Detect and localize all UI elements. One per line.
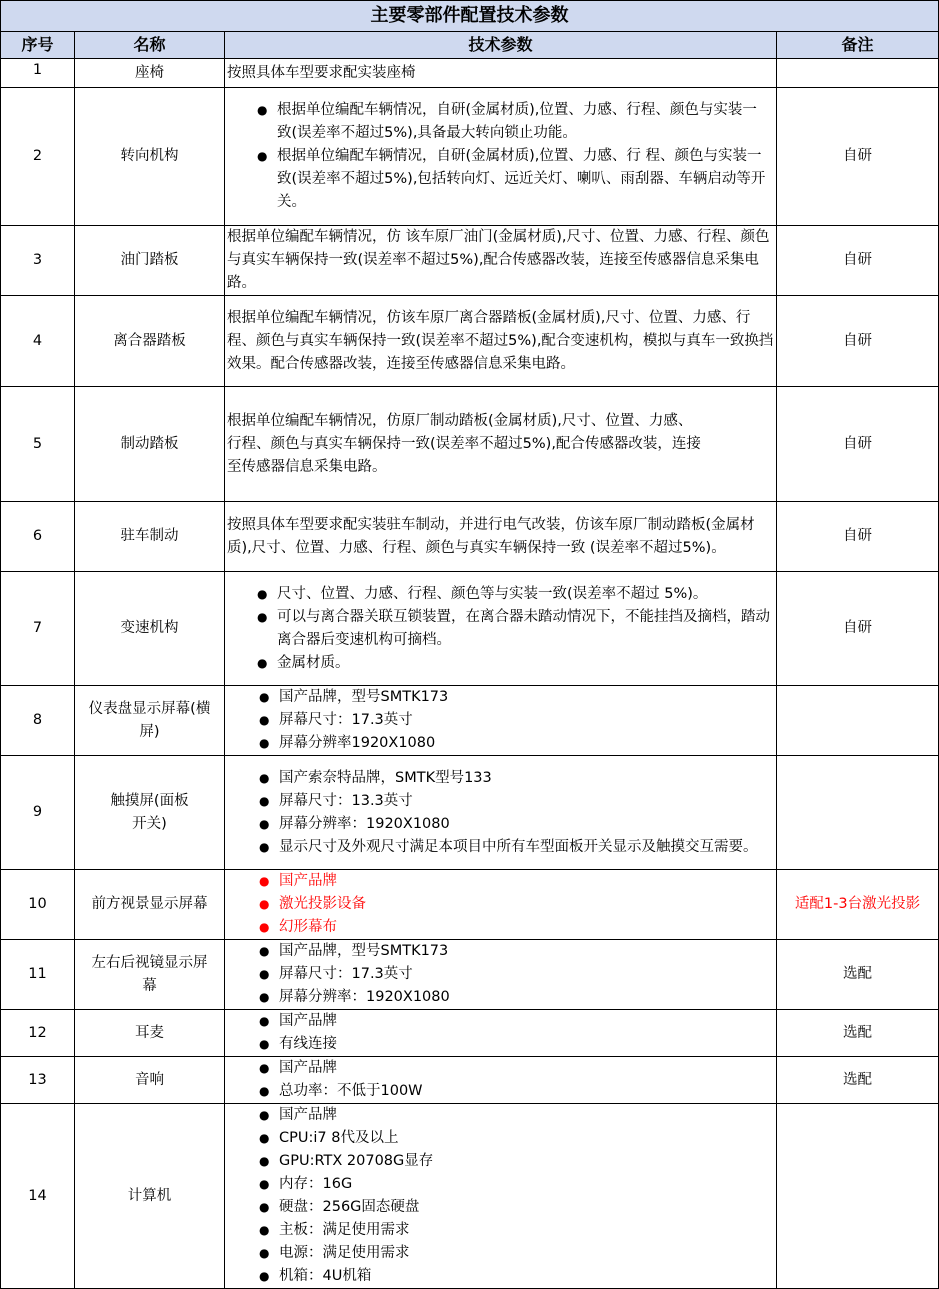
table-row bbox=[1, 387, 939, 502]
row-note: 选配 bbox=[777, 940, 939, 1010]
header-index: 序号 bbox=[1, 32, 75, 59]
row-index: 1 bbox=[1, 59, 75, 88]
row-spec bbox=[225, 940, 777, 1010]
row-index: 3 bbox=[1, 226, 75, 296]
row-name: 离合器踏板 bbox=[75, 296, 225, 387]
row-name: 仪表盘显示屏幕(横屏) bbox=[75, 686, 225, 756]
spec-bullet: ● 显示尺寸及外观尺寸满足本项目中所有车型面板开关显示及触摸交互需要。 bbox=[259, 836, 770, 859]
table-row bbox=[1, 686, 939, 756]
table-row bbox=[1, 870, 939, 940]
spec-bullet: ● 电源：满足使用需求 bbox=[259, 1242, 774, 1265]
spec-bullet: ● 根据单位编配车辆情况，自研(金属材质),位置、力感、行程、颜色与实装一致(误差率不超过5%),具备最大转向锁止功能。 bbox=[257, 99, 770, 145]
table-row bbox=[1, 226, 939, 296]
row-spec: 根据单位编配车辆情况，仿该车原厂离合器踏板(金属材质),尺寸、位置、力感、行程、颜色与真实车辆保持一致(误差率不超过5%),配合变速机构，模拟与真车一致换挡效果。配合传感器改装，连接至传感器信息采集电路。 bbox=[225, 296, 777, 387]
spec-bullet: ● 金属材质。 bbox=[257, 652, 770, 675]
row-note bbox=[777, 756, 939, 870]
row-name: 座椅 bbox=[75, 59, 225, 88]
row-name: 音响 bbox=[75, 1057, 225, 1104]
row-spec bbox=[225, 1057, 777, 1104]
row-index: 2 bbox=[1, 88, 75, 226]
table-row bbox=[1, 59, 939, 88]
row-name: 转向机构 bbox=[75, 88, 225, 226]
row-note bbox=[777, 1104, 939, 1289]
spec-bullet: ● 屏幕尺寸：17.3英寸 bbox=[259, 709, 774, 732]
row-name: 耳麦 bbox=[75, 1010, 225, 1057]
spec-bullet: ● 总功率：不低于100W bbox=[259, 1080, 774, 1103]
spec-bullet: ● 激光投影设备 bbox=[259, 893, 774, 916]
row-index: 7 bbox=[1, 572, 75, 686]
row-index: 11 bbox=[1, 940, 75, 1010]
spec-bullet: ● 国产品牌 bbox=[259, 870, 774, 893]
row-index: 9 bbox=[1, 756, 75, 870]
table-row bbox=[1, 1104, 939, 1289]
row-name: 油门踏板 bbox=[75, 226, 225, 296]
row-spec: 根据单位编配车辆情况，仿 该车原厂油门(金属材质),尺寸、位置、力感、行程、颜色与真实车辆保持一致(误差率不超过5%),配合传感器改装，连接至传感器信息采集电路。 bbox=[225, 226, 777, 296]
spec-bullet: ● 尺寸、位置、力感、行程、颜色等与实装一致(误差率不超过 5%)。 bbox=[257, 583, 770, 606]
spec-bullet: ● 屏幕分辨率1920X1080 bbox=[259, 732, 774, 755]
row-spec: 根据单位编配车辆情况，仿原厂制动踏板(金属材质),尺寸、位置、力感、行程、颜色与真实车辆保持一致(误差率不超过5%),配合传感器改装，连接至传感器信息采集电路。 bbox=[225, 387, 777, 502]
row-index: 6 bbox=[1, 502, 75, 572]
row-index: 4 bbox=[1, 296, 75, 387]
row-name: 左右后视镜显示屏幕 bbox=[75, 940, 225, 1010]
header-spec: 技术参数 bbox=[225, 32, 777, 59]
row-spec bbox=[225, 1104, 777, 1289]
row-name: 前方视景显示屏幕 bbox=[75, 870, 225, 940]
row-index: 12 bbox=[1, 1010, 75, 1057]
row-name: 变速机构 bbox=[75, 572, 225, 686]
spec-bullet: ● 国产品牌 bbox=[259, 1057, 774, 1080]
table-row bbox=[1, 1057, 939, 1104]
spec-bullet: ● GPU:RTX 20708G显存 bbox=[259, 1150, 774, 1173]
row-spec bbox=[225, 572, 777, 686]
header-note: 备注 bbox=[777, 32, 939, 59]
table-row bbox=[1, 756, 939, 870]
row-note bbox=[777, 686, 939, 756]
spec-bullet: ● 幻形幕布 bbox=[259, 916, 774, 939]
row-note: 选配 bbox=[777, 1057, 939, 1104]
row-spec bbox=[225, 686, 777, 756]
row-name: 计算机 bbox=[75, 1104, 225, 1289]
spec-bullet: ● 屏幕尺寸：17.3英寸 bbox=[259, 963, 774, 986]
spec-bullet: ● 屏幕分辨率：1920X1080 bbox=[259, 986, 774, 1009]
row-note: 自研 bbox=[777, 572, 939, 686]
spec-bullet: ● 硬盘：256G固态硬盘 bbox=[259, 1196, 774, 1219]
row-note: 自研 bbox=[777, 226, 939, 296]
spec-bullet: ● 根据单位编配车辆情况，自研(金属材质),位置、力感、行 程、颜色与实装一致(误差率不超过5%),包括转向灯、远近关灯、喇叭、雨刮器、车辆启动等开关。 bbox=[257, 145, 770, 214]
row-spec: 按照具体车型要求配实装座椅 bbox=[225, 59, 777, 88]
row-index: 13 bbox=[1, 1057, 75, 1104]
row-note: 适配1-3台激光投影 bbox=[777, 870, 939, 940]
spec-bullet: ● 机箱：4U机箱 bbox=[259, 1265, 774, 1288]
spec-bullet: ● 屏幕尺寸：13.3英寸 bbox=[259, 790, 770, 813]
table-row bbox=[1, 296, 939, 387]
spec-bullet: ● 可以与离合器关联互锁装置，在离合器未踏动情况下，不能挂挡及摘档，踏动离合器后变速机构可摘档。 bbox=[257, 606, 770, 652]
row-spec: 按照具体车型要求配实装驻车制动，并进行电气改装，仿该车原厂制动踏板(金属材质),尺寸、位置、力感、行程、颜色与真实车辆保持一致 (误差率不超过5%)。 bbox=[225, 502, 777, 572]
spec-bullet: ● 国产索奈特品牌，SMTK型号133 bbox=[259, 767, 770, 790]
spec-bullet: ● 国产品牌 bbox=[259, 1104, 774, 1127]
row-spec bbox=[225, 870, 777, 940]
row-note: 选配 bbox=[777, 1010, 939, 1057]
spec-bullet: ● 屏幕分辨率：1920X1080 bbox=[259, 813, 770, 836]
spec-bullet: ● 国产品牌 bbox=[259, 1010, 774, 1033]
row-spec bbox=[225, 756, 777, 870]
row-name: 驻车制动 bbox=[75, 502, 225, 572]
row-index: 8 bbox=[1, 686, 75, 756]
spec-bullet: ● 内存：16G bbox=[259, 1173, 774, 1196]
row-name: 触摸屏(面板开关) bbox=[75, 756, 225, 870]
row-note: 自研 bbox=[777, 502, 939, 572]
spec-bullet: ● CPU:i7 8代及以上 bbox=[259, 1127, 774, 1150]
table-title: 主要零部件配置技术参数 bbox=[1, 1, 939, 32]
table-row bbox=[1, 502, 939, 572]
header-row bbox=[1, 32, 939, 59]
row-index: 5 bbox=[1, 387, 75, 502]
spec-bullet: ● 有线连接 bbox=[259, 1033, 774, 1056]
row-index: 10 bbox=[1, 870, 75, 940]
row-note: 自研 bbox=[777, 296, 939, 387]
table-row bbox=[1, 940, 939, 1010]
spec-bullet: ● 主板：满足使用需求 bbox=[259, 1219, 774, 1242]
header-name: 名称 bbox=[75, 32, 225, 59]
row-spec bbox=[225, 88, 777, 226]
table-row bbox=[1, 572, 939, 686]
spec-bullet: ● 国产品牌，型号SMTK173 bbox=[259, 686, 774, 709]
row-index: 14 bbox=[1, 1104, 75, 1289]
spec-bullet: ● 国产品牌，型号SMTK173 bbox=[259, 940, 774, 963]
row-note: 自研 bbox=[777, 387, 939, 502]
table-row bbox=[1, 1010, 939, 1057]
row-spec bbox=[225, 1010, 777, 1057]
row-name: 制动踏板 bbox=[75, 387, 225, 502]
table-row bbox=[1, 88, 939, 226]
row-note: 自研 bbox=[777, 88, 939, 226]
row-note bbox=[777, 59, 939, 88]
